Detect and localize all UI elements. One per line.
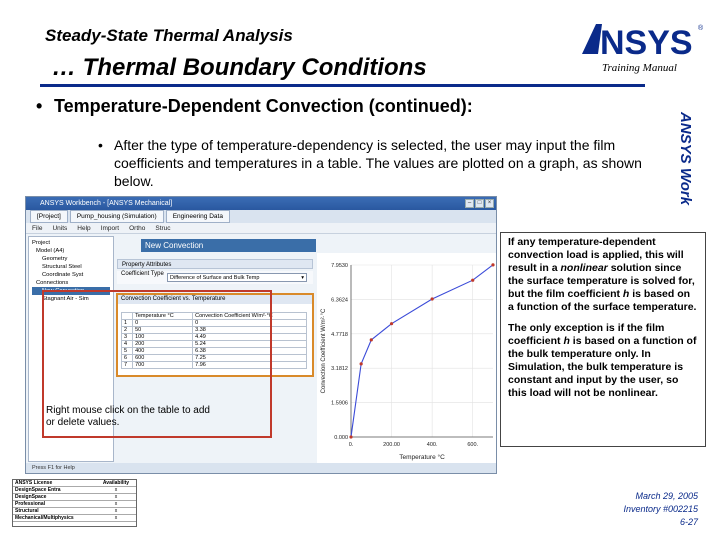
coefficient-cell[interactable]: 5.24 (193, 341, 307, 348)
info-text: is based on a function of the surface temperature. (508, 288, 697, 313)
menu-ortho[interactable]: Ortho (129, 225, 146, 232)
availability-mark: x (96, 487, 136, 494)
tab-engineering-data[interactable]: Engineering Data (166, 210, 230, 223)
row-index: 1 (122, 320, 133, 327)
row-index: 6 (122, 355, 133, 362)
data-point (360, 362, 363, 365)
main-bullet-text: Temperature-Dependent Convection (continued): (54, 96, 473, 116)
table-row (13, 487, 136, 494)
property-attributes-header: Property Attributes (117, 259, 313, 269)
license-header: ANSYS License (13, 480, 96, 487)
window-controls (465, 199, 494, 208)
coefficient-cell[interactable]: 7.96 (193, 362, 307, 369)
y-tick-label: 7.9530 (331, 263, 348, 269)
tree-item[interactable]: Stagnant Air - Sim (42, 296, 89, 302)
license-name: Professional (13, 501, 96, 508)
maximize-icon[interactable]: □ (475, 199, 484, 208)
temperature-cell[interactable]: 400 (133, 348, 193, 355)
bullet-dot: • (36, 96, 43, 116)
window-tabs (26, 210, 496, 223)
table-row (13, 515, 136, 522)
data-point (349, 435, 352, 438)
sub-bullet-text: After the type of temperature-dependency is selected, the user may input the film coefficients and temperatures in a table. The values are plotted on a graph, as shown below. (114, 137, 642, 189)
coefficient-cell[interactable]: 3.38 (193, 327, 307, 334)
convection-chart-panel (317, 253, 497, 473)
menu-struc[interactable]: Struc (155, 225, 171, 232)
info-text: The only exception is if the film coefficient (508, 322, 665, 347)
tree-item-selected[interactable]: New Convection (32, 287, 110, 295)
menu-import[interactable]: Import (100, 225, 120, 232)
header-divider (40, 84, 645, 87)
y-axis-label: Convection Coefficient W/m²·°C (321, 308, 327, 394)
close-icon[interactable]: × (485, 199, 494, 208)
coefficient-cell[interactable]: 0 (193, 320, 307, 327)
coefficient-cell[interactable]: 4.49 (193, 334, 307, 341)
slide-title-line1: Steady-State Thermal Analysis (45, 26, 293, 45)
coefficient-type-row (117, 271, 313, 284)
tree-item[interactable]: Connections (36, 280, 69, 286)
svg-text:NSYS: NSYS (600, 24, 693, 62)
temperature-cell[interactable]: 600 (133, 355, 193, 362)
license-name: Structural (13, 508, 96, 515)
info-paragraph-1 (508, 236, 698, 314)
y-tick-label: 3.1812 (331, 366, 348, 373)
tree-item[interactable]: Geometry (42, 256, 68, 262)
menu-units[interactable]: Units (52, 225, 68, 232)
data-point (491, 263, 494, 266)
menu-help[interactable]: Help (77, 225, 91, 232)
temperature-cell[interactable]: 700 (133, 362, 193, 369)
sub-bullet (98, 136, 654, 190)
chevron-down-icon: ▾ (301, 275, 304, 281)
availability-mark: x (96, 508, 136, 515)
info-paragraph-2 (508, 322, 698, 400)
temperature-cell[interactable]: 50 (133, 327, 193, 334)
ansys-logo (578, 18, 708, 62)
side-band-label: ANSYS Work (677, 112, 694, 206)
info-text: is based on a function of the bulk temperature only. In Simulation, the bulk temperature is constant and input by the user, so this load will not be nonlinear. (508, 335, 697, 399)
data-point (431, 297, 434, 300)
row-index: 3 (122, 334, 133, 341)
svg-text:®: ® (698, 25, 704, 32)
info-italic-text: h (622, 288, 630, 300)
coefficient-type-value: Difference of Surface and Bulk Temp (170, 275, 260, 281)
availability-header: Availability (96, 480, 136, 487)
slide-footer (580, 490, 698, 529)
row-index: 7 (122, 362, 133, 369)
x-tick-label: 400. (426, 442, 438, 448)
window-menu (26, 223, 496, 234)
y-tick-label: 6.3624 (331, 297, 348, 304)
temperature-cell[interactable]: 0 (133, 320, 193, 327)
coefficient-cell[interactable]: 7.25 (193, 355, 307, 362)
footer-date: March 29, 2005 (635, 491, 698, 501)
data-point (370, 338, 373, 341)
table-row (13, 508, 136, 515)
footer-inventory: Inventory #002215 (623, 504, 698, 514)
tab-simulation[interactable]: Pump_housing (Simulation) (70, 210, 164, 223)
row-index: 5 (122, 348, 133, 355)
temperature-column-header: Temperature °C (133, 313, 193, 320)
window-titlebar (26, 197, 496, 210)
x-tick-label: 600. (467, 442, 479, 448)
slide-title-line2: … Thermal Boundary Conditions (52, 54, 427, 81)
availability-mark: x (96, 494, 136, 501)
info-italic-text: nonlinear (560, 262, 608, 274)
temperature-cell[interactable]: 100 (133, 334, 193, 341)
main-bullet (36, 96, 473, 117)
license-name: Mechanical/Multiphysics (13, 515, 96, 522)
window-title: ANSYS Workbench - [ANSYS Mechanical] (40, 200, 173, 207)
y-tick-label: 0.000 (334, 435, 348, 441)
tab-project[interactable]: [Project] (30, 210, 68, 223)
x-axis-label: Temperature °C (399, 454, 445, 461)
coefficient-cell[interactable]: 6.38 (193, 348, 307, 355)
row-index: 2 (122, 327, 133, 334)
menu-file[interactable]: File (32, 225, 43, 232)
coefficient-column-header: Convection Coefficient W/m²·°C (193, 313, 307, 320)
table-row (13, 494, 136, 501)
sub-bullet-dot: • (98, 137, 103, 153)
availability-mark: x (96, 515, 136, 522)
temperature-cell[interactable]: 200 (133, 341, 193, 348)
tree-item[interactable]: Project (32, 240, 51, 246)
info-italic-text: h (563, 335, 570, 347)
y-tick-label: 4.7718 (331, 331, 348, 338)
license-name: DesignSpace (13, 494, 96, 501)
license-table (12, 479, 137, 527)
info-text: If any temperature-dependent convection load is applied, this will result in a (508, 236, 684, 274)
row-index: 4 (122, 341, 133, 348)
y-tick-label: 1.5906 (331, 400, 348, 407)
x-tick-label: 200.00 (383, 442, 400, 448)
status-bar: Press F1 for Help (26, 463, 496, 473)
minimize-icon[interactable]: – (465, 199, 474, 208)
info-text: solution since the surface temperature is solved for, but the film coefficient (508, 262, 695, 300)
tree-item[interactable]: Model (A4) (36, 248, 65, 254)
nonlinear-info-box (500, 232, 706, 447)
convection-table-heading: Convection Coefficient vs. Temperature (118, 295, 312, 304)
availability-mark: x (96, 501, 136, 508)
convection-panel-title: New Convection (141, 239, 316, 252)
license-name: DesignSpace Entra (13, 487, 96, 494)
coefficient-type-select[interactable] (167, 273, 307, 282)
x-tick-label: 0. (348, 442, 354, 448)
coefficient-type-label: Coefficient Type (121, 271, 164, 277)
data-point (390, 322, 393, 325)
table-row (13, 501, 136, 508)
tree-item[interactable]: Structural Steel (42, 264, 82, 270)
series-line (351, 265, 493, 437)
tree-item[interactable]: Coordinate Syst (42, 272, 84, 278)
data-point (471, 279, 474, 282)
footer-page-number: 6-27 (679, 517, 698, 527)
convection-chart (317, 253, 497, 473)
training-manual-label: Training Manual (602, 62, 677, 74)
callout-text: Right mouse click on the table to add or delete values. (46, 405, 210, 428)
